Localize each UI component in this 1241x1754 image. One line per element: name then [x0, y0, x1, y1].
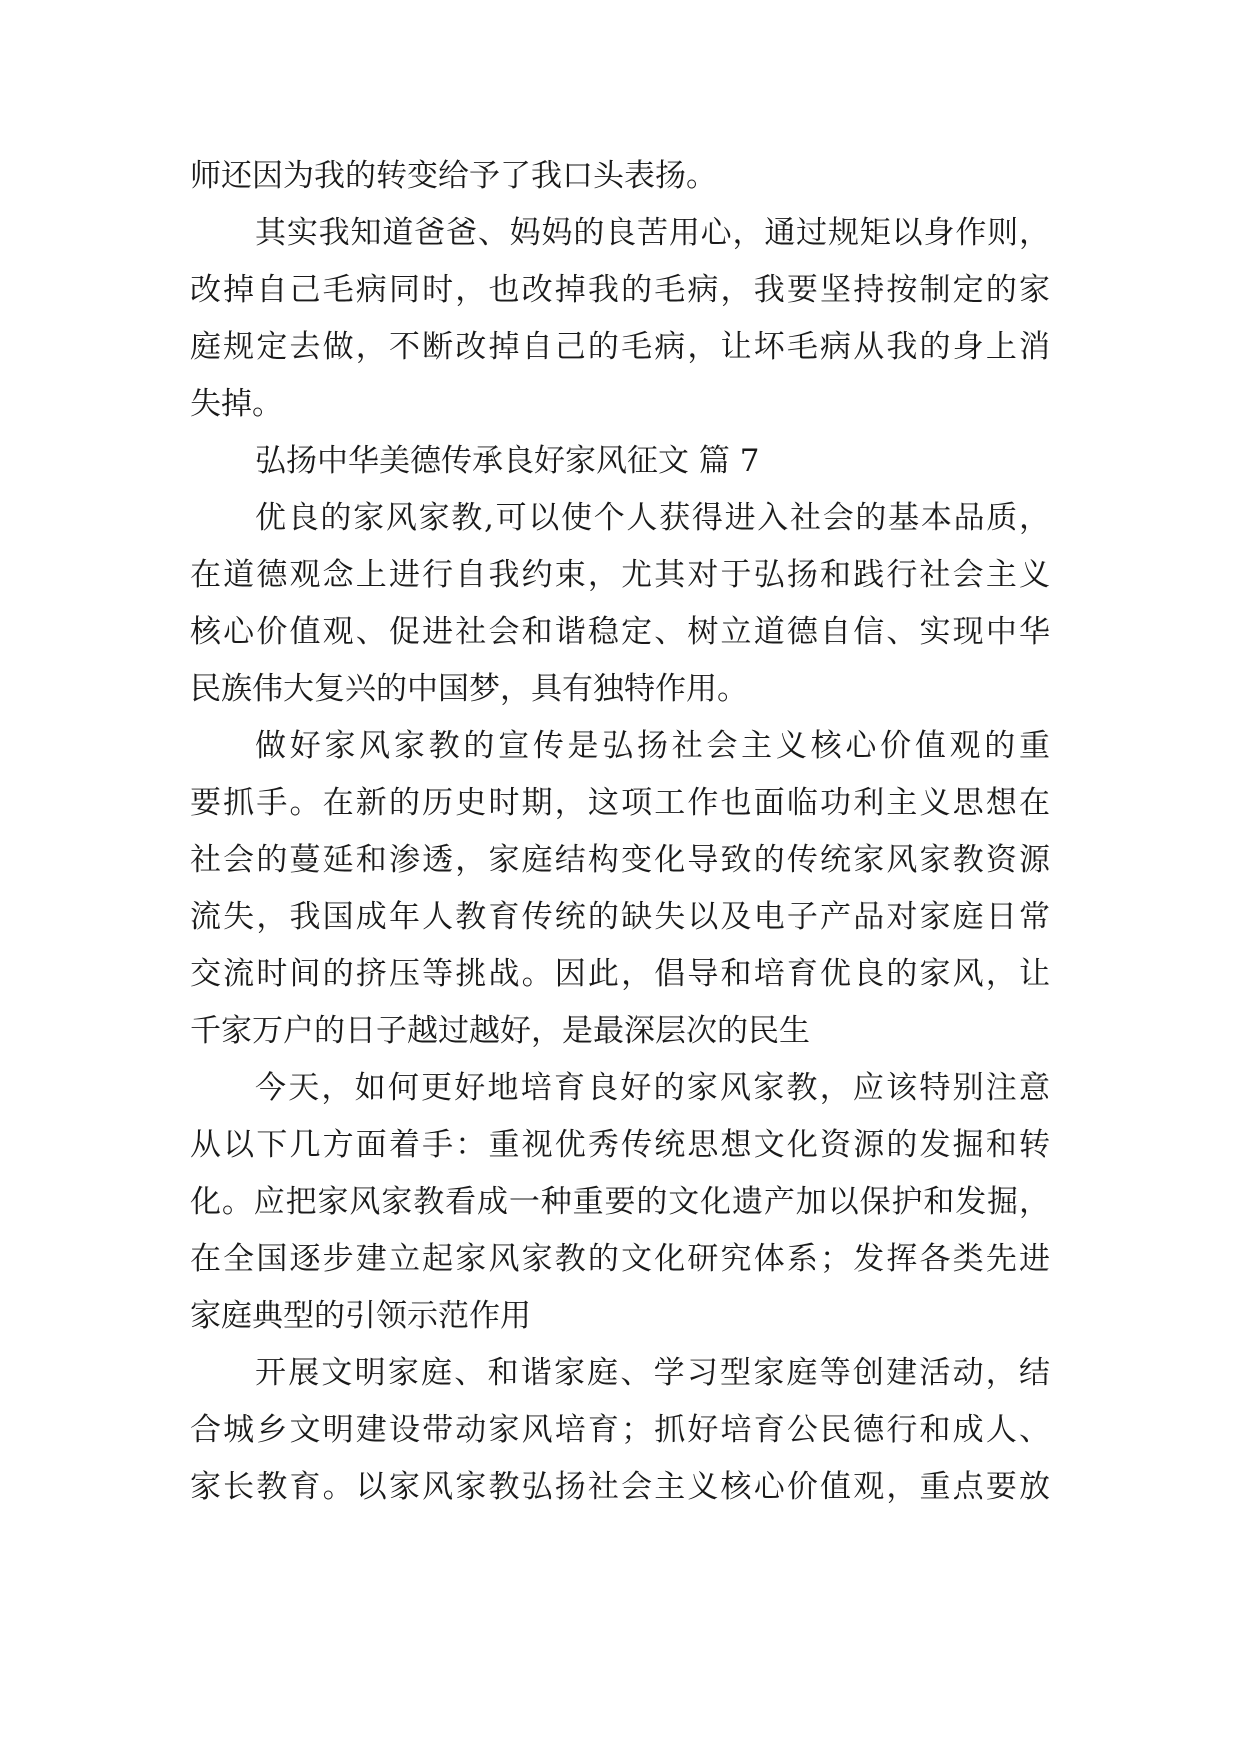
text-line: 交流时间的挤压等挑战。因此，倡导和培育优良的家风，让: [190, 956, 1050, 992]
text-line: 核心价值观、促进社会和谐稳定、树立道德自信、实现中华: [190, 614, 1050, 650]
text-line: 流失，我国成年人教育传统的缺失以及电子产品对家庭日常: [190, 899, 1050, 935]
text-line: 社会的蔓延和渗透，家庭结构变化导致的传统家风家教资源: [190, 842, 1050, 878]
text-line: 从以下几方面着手：重视优秀传统思想文化资源的发掘和转: [190, 1127, 1050, 1163]
text-line: 民族伟大复兴的中国梦，具有独特作用。: [190, 671, 748, 707]
text-line: 在道德观念上进行自我约束，尤其对于弘扬和践行社会主义: [190, 557, 1050, 593]
text-line: 要抓手。在新的历史时期，这项工作也面临功利主义思想在: [190, 785, 1050, 821]
text-line: 师还因为我的转变给予了我口头表扬。: [190, 158, 717, 194]
text-line: 失掉。: [190, 386, 283, 422]
text-line: 在全国逐步建立起家风家教的文化研究体系；发挥各类先进: [190, 1241, 1050, 1277]
text-line: 做好家风家教的宣传是弘扬社会主义核心价值观的重: [255, 728, 1050, 764]
text-line: 家长教育。以家风家教弘扬社会主义核心价值观，重点要放: [190, 1469, 1050, 1505]
text-line: 化。应把家风家教看成一种重要的文化遗产加以保护和发掘，: [190, 1184, 1050, 1220]
text-line: 庭规定去做，不断改掉自己的毛病，让坏毛病从我的身上消: [190, 329, 1050, 365]
text-line: 千家万户的日子越过越好，是最深层次的民生: [190, 1013, 810, 1049]
text-line: 其实我知道爸爸、妈妈的良苦用心，通过规矩以身作则，: [255, 215, 1050, 251]
section-heading: 弘扬中华美德传承良好家风征文 篇 7: [255, 443, 760, 479]
text-line: 改掉自己毛病同时，也改掉我的毛病，我要坚持按制定的家: [190, 272, 1050, 308]
text-line: 优良的家风家教,可以使个人获得进入社会的基本品质，: [255, 500, 1050, 536]
text-line: 家庭典型的引领示范作用: [190, 1298, 531, 1334]
text-line: 开展文明家庭、和谐家庭、学习型家庭等创建活动，结: [255, 1355, 1050, 1391]
text-line: 今天，如何更好地培育良好的家风家教，应该特别注意: [255, 1070, 1050, 1106]
text-line: 合城乡文明建设带动家风培育；抓好培育公民德行和成人、: [190, 1412, 1050, 1448]
